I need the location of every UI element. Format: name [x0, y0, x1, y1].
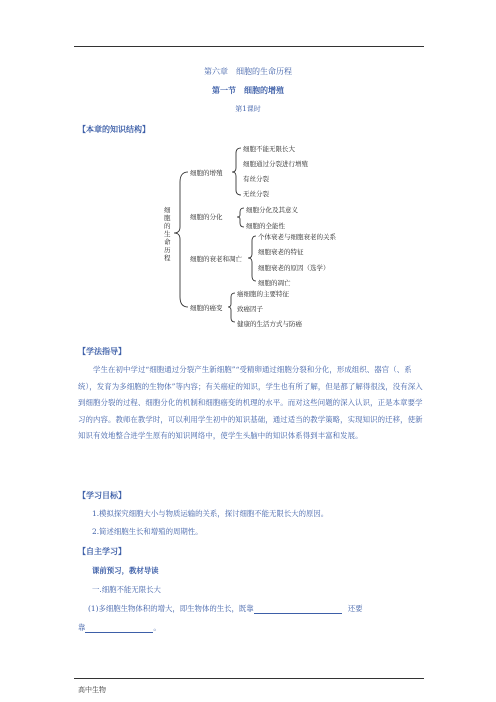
- chapter-title: 第六章 细胞的生命历程: [204, 67, 292, 76]
- answer-blank-2[interactable]: [85, 624, 153, 633]
- item-1-1: 细胞不能无限长大: [243, 145, 295, 153]
- brace-proliferation: [232, 148, 241, 195]
- branch-label-proliferation: 细胞的增殖: [190, 169, 223, 177]
- question-1-mid: 还要: [347, 604, 363, 613]
- footer-rule: [74, 678, 424, 679]
- knowledge-heading: 【本章的知识结构】: [78, 124, 150, 134]
- question-1-line-1: [88, 603, 362, 614]
- item-1-4: 无丝分裂: [243, 190, 269, 198]
- brace-aging: [248, 236, 256, 281]
- branch-label-differentiation: 细胞的分化: [190, 213, 223, 221]
- preview-subheading: 课前预习，教材导读: [92, 566, 159, 575]
- question-1-prefix: (1)多细胞生物体积的增大，即生物体的生长，既靠: [88, 604, 254, 613]
- item-1-2: 细胞通过分裂进行增殖: [243, 160, 308, 168]
- header-rule: [74, 46, 424, 47]
- item-4-1: 癌细胞的主要特征: [237, 290, 289, 298]
- root-char-2: 的: [164, 222, 171, 230]
- item-3-2: 细胞衰老的特征: [258, 248, 304, 256]
- root-label: [164, 206, 171, 262]
- brace-differentiation: [237, 208, 244, 227]
- method-paragraph: 学生在初中学过“细胞通过分裂产生新细胞”“受精卵通过细胞分裂和分化，形成组织、器官（、系统），发育为多细胞的生物体”等内容；有关癌症的知识，学生也有所了解，但是都了解得很浅，没有深入到细胞分裂的过程、细胞分化的机制和细胞癌变的机理的水平。而对这些问题的深入认识，正是本章要学习的内容。教师在教学时，可以利用学生初中的知识基础，通过适当的教学策略，实现知识的迁移，使新知识有效地整合进学生原有的知识网络中，使学生头脑中的知识体系得到丰富和发展。: [78, 365, 423, 441]
- item-3-4: 细胞的凋亡: [258, 279, 291, 287]
- root-char-4: 命: [164, 238, 171, 246]
- main-brace: [174, 172, 188, 307]
- root-char-3: 生: [164, 230, 171, 238]
- brace-cancer: [228, 293, 235, 322]
- question-1-end: 。: [153, 623, 161, 632]
- root-char-0: 细: [164, 206, 171, 214]
- self-study-heading: 【自主学习】: [78, 546, 126, 556]
- question-1-line-2: [78, 622, 161, 633]
- goal-item-2: 2.简述细胞生长和增殖的周期性。: [92, 527, 203, 536]
- item-4-3: 健康的生活方式与防癌: [237, 320, 302, 328]
- root-char-6: 程: [164, 254, 171, 262]
- branch-label-aging: 细胞的衰老和凋亡: [190, 255, 242, 263]
- item-2-2: 细胞的全能性: [246, 222, 285, 230]
- knowledge-structure-diagram: [0, 135, 496, 335]
- method-heading: 【学法指导】: [78, 346, 126, 356]
- item-4-2: 致癌因子: [237, 305, 263, 313]
- item-3-1: 个体衰老与细胞衰老的关系: [258, 233, 336, 241]
- item-2-1: 细胞分化及其意义: [246, 206, 298, 214]
- answer-blank-1[interactable]: [254, 605, 342, 614]
- root-char-1: 胞: [164, 214, 171, 222]
- lesson-label: 第1课时: [235, 105, 261, 113]
- section-title: 第一节 细胞的增殖: [212, 85, 284, 95]
- item-3-3: 细胞衰老的原因（选学）: [258, 264, 330, 272]
- footer-label: 高中生物: [78, 686, 106, 694]
- item-1-3: 有丝分裂: [243, 175, 269, 183]
- goal-item-1: 1.模拟探究细胞大小与物质运输的关系，探讨细胞不能无限长大的原因。: [92, 509, 329, 518]
- goals-heading: 【学习目标】: [78, 490, 126, 500]
- branch-label-cancer: 细胞的癌变: [190, 304, 223, 312]
- root-char-5: 历: [164, 246, 171, 254]
- question-1-line2-prefix: 靠: [78, 623, 86, 632]
- topic-cell-growth-limit: 一.细胞不能无限长大: [92, 585, 161, 594]
